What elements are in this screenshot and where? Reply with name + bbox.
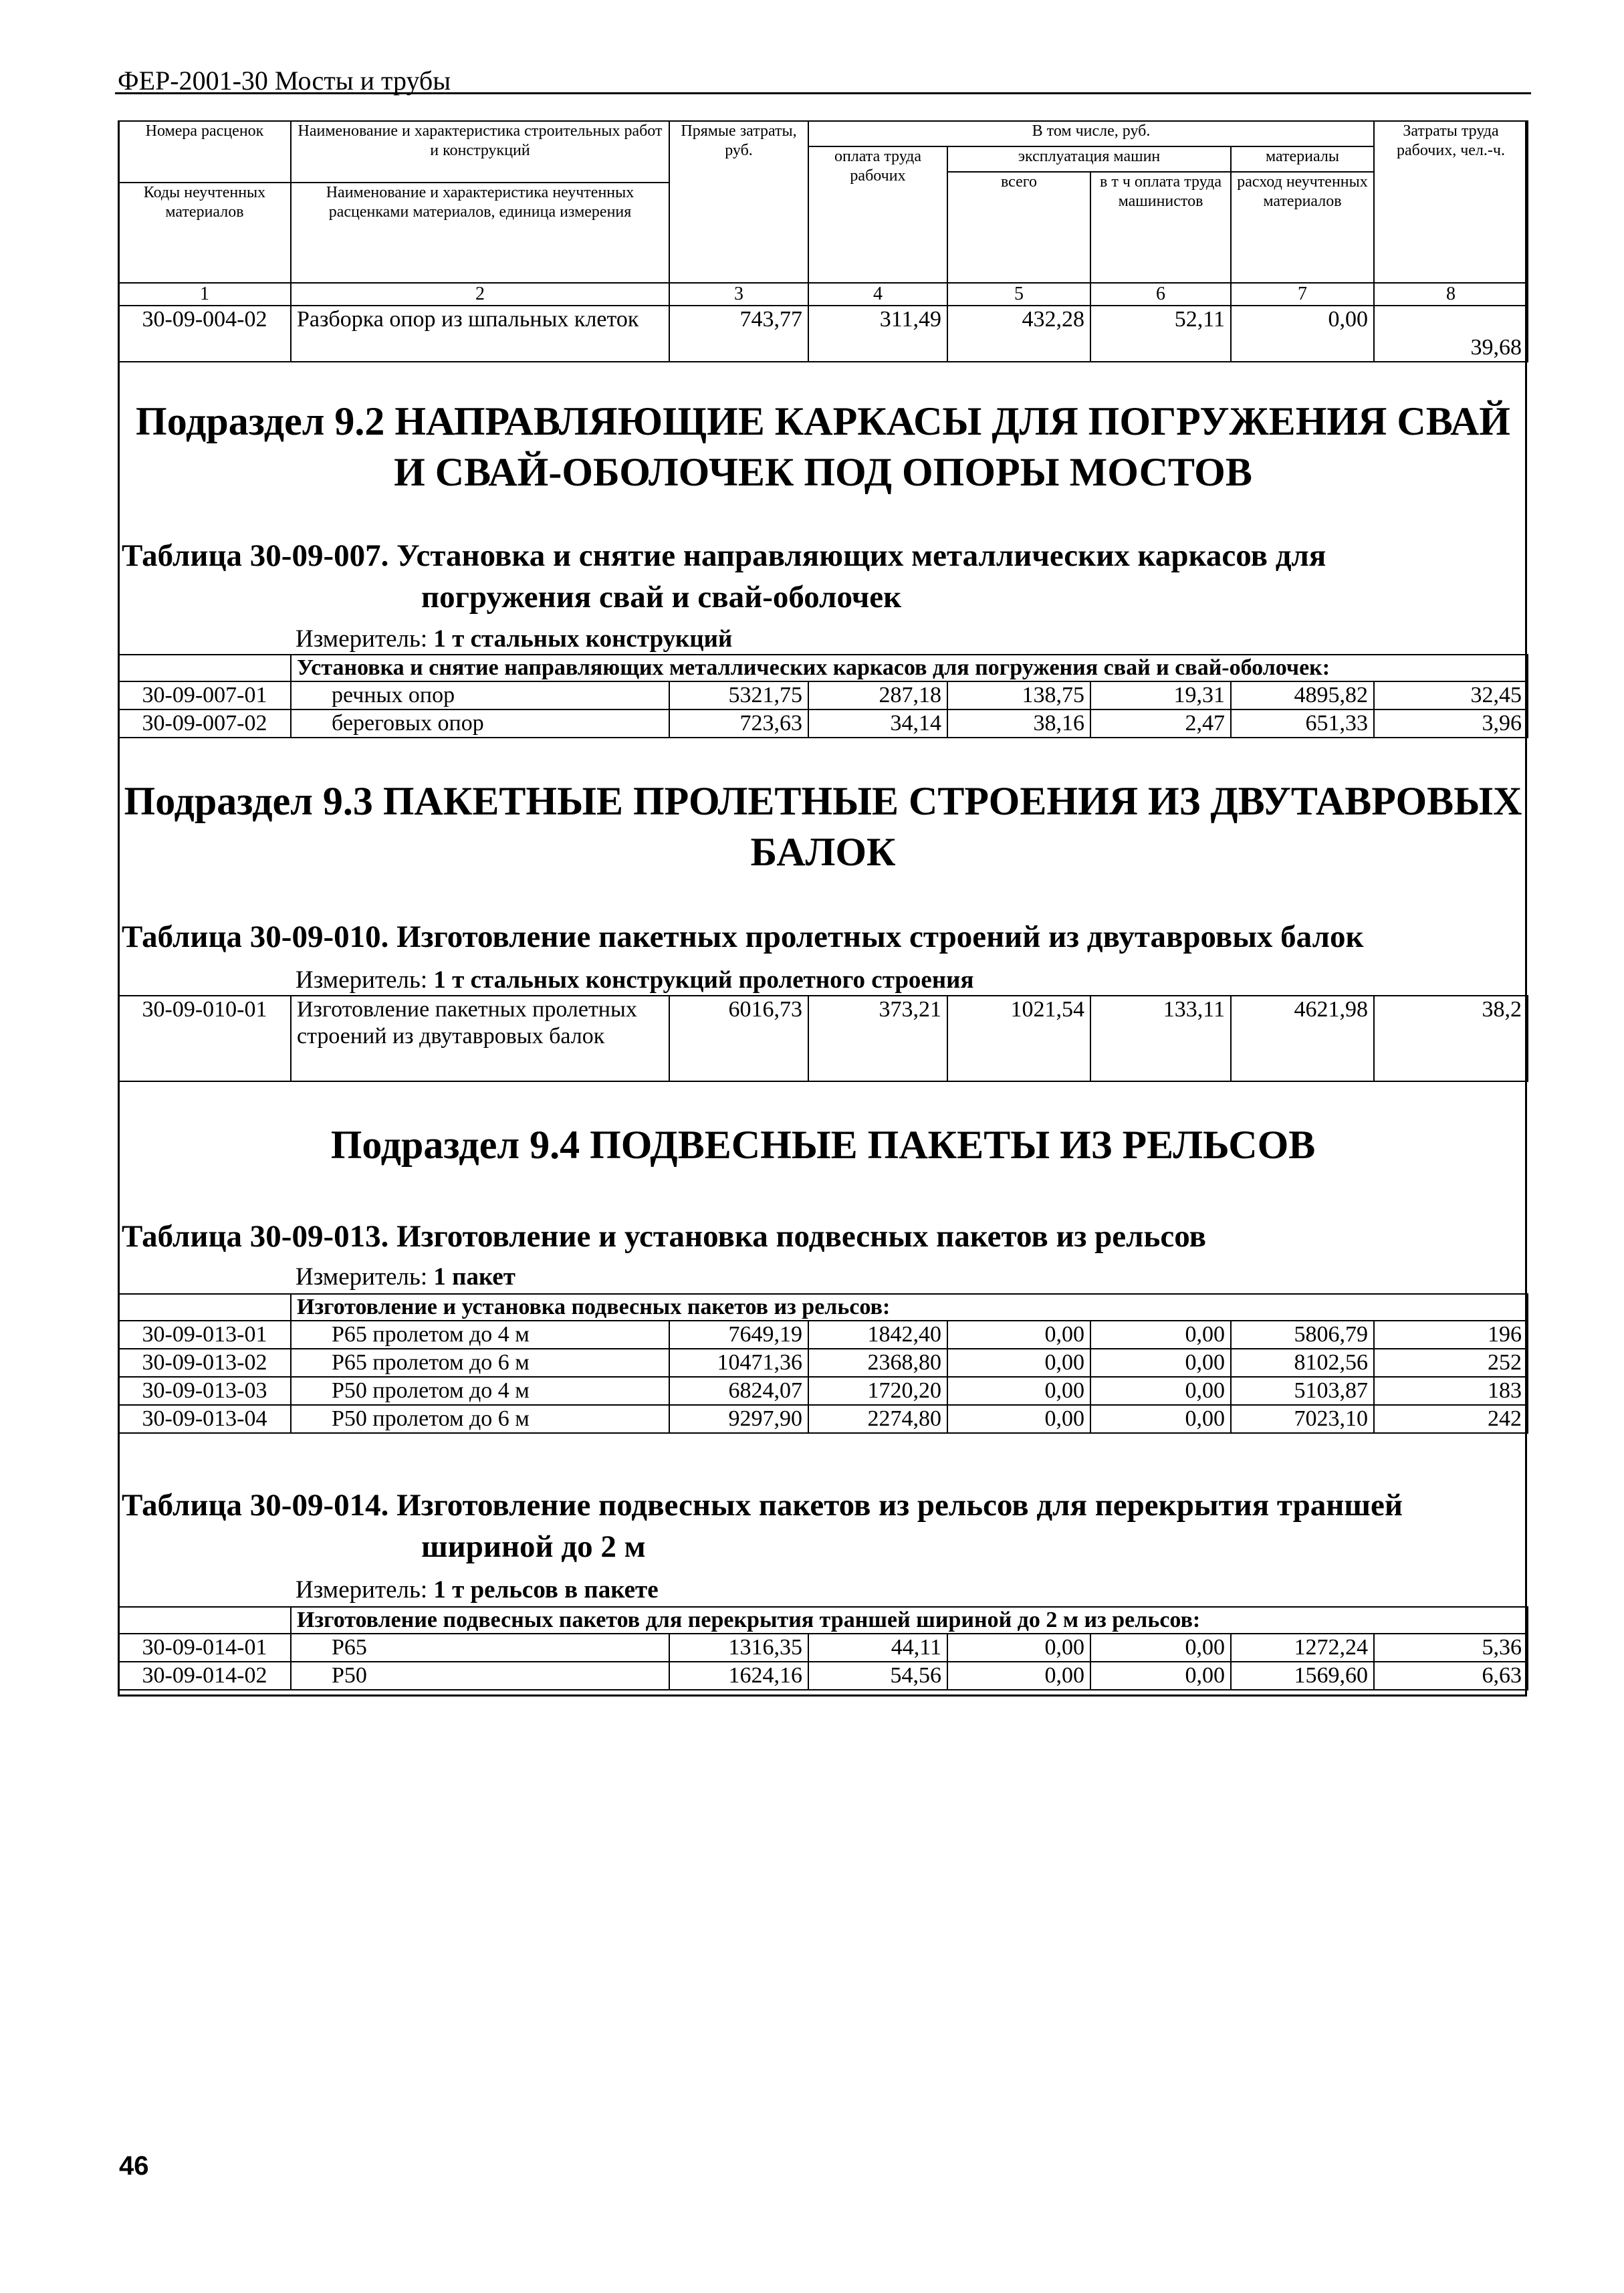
materials-cost: 1272,24 bbox=[1231, 1634, 1374, 1662]
table-title-line: погружения свай и свай-оболочек bbox=[421, 580, 902, 615]
labor-pay: 34,14 bbox=[808, 709, 947, 738]
materials-cost: 651,33 bbox=[1231, 709, 1374, 738]
machines-total: 0,00 bbox=[947, 1377, 1090, 1405]
rate-code: 30-09-004-02 bbox=[118, 306, 291, 362]
table-title bbox=[122, 535, 1519, 618]
machines-total: 0,00 bbox=[947, 1662, 1090, 1690]
table-title-line: Таблица 30-09-013. Изготовление и установка подвесных пакетов из рельсов bbox=[122, 1219, 1206, 1254]
header-rule bbox=[115, 92, 1531, 94]
materials-header: материалы bbox=[1231, 146, 1374, 172]
running-head: ФЕР-2001-30 Мосты и трубы bbox=[118, 66, 451, 96]
measure-unit bbox=[296, 1577, 659, 1604]
rate-code: 30-09-013-03 bbox=[118, 1377, 291, 1405]
work-name: Р50 пролетом до 6 м bbox=[291, 1405, 669, 1433]
col8-header: Затраты труда рабочих, чел.-ч. bbox=[1374, 121, 1528, 283]
col2-top-header: Наименование и характеристика строительных работ и конструкций bbox=[291, 121, 669, 183]
operators-pay: 0,00 bbox=[1090, 1405, 1231, 1433]
measure-value: 1 т рельсов в пакете bbox=[433, 1576, 659, 1604]
measure-unit bbox=[296, 1264, 515, 1291]
measure-label: Измеритель: bbox=[296, 966, 428, 994]
direct-costs: 1624,16 bbox=[669, 1662, 808, 1690]
machines-header: эксплуатация машин bbox=[947, 146, 1231, 172]
work-name: Р65 bbox=[291, 1634, 669, 1662]
direct-costs: 6824,07 bbox=[669, 1377, 808, 1405]
work-name: Разборка опор из шпальных клеток bbox=[291, 306, 669, 362]
table-title-line: Таблица 30-09-014. Изготовление подвесных пакетов из рельсов для перекрытия траншей bbox=[122, 1488, 1403, 1523]
col-number: 8 bbox=[1374, 283, 1528, 306]
labor-hours: 196 bbox=[1374, 1321, 1528, 1349]
measure-value: 1 т стальных конструкций bbox=[433, 625, 733, 653]
machines-total: 0,00 bbox=[947, 1321, 1090, 1349]
rate-code: 30-09-014-02 bbox=[118, 1662, 291, 1690]
work-name: речных опор bbox=[291, 681, 669, 709]
operators-pay: 0,00 bbox=[1090, 1349, 1231, 1377]
labor-hours: 183 bbox=[1374, 1377, 1528, 1405]
subsection-heading: Подраздел 9.3 ПАКЕТНЫЕ ПРОЛЕТНЫЕ СТРОЕНИЯ ИЗ ДВУТАВРОВЫХ БАЛОК bbox=[124, 779, 1522, 874]
labor-hours: 242 bbox=[1374, 1405, 1528, 1433]
rate-code: 30-09-013-02 bbox=[118, 1349, 291, 1377]
machines-total: 0,00 bbox=[947, 1634, 1090, 1662]
work-name: Р50 bbox=[291, 1662, 669, 1690]
labor-pay: 2274,80 bbox=[808, 1405, 947, 1433]
operators-pay: 0,00 bbox=[1090, 1377, 1231, 1405]
col2-bottom-header: Наименование и характеристика неучтенных расценками материалов, единица измерения bbox=[291, 183, 669, 283]
machines-total: 0,00 bbox=[947, 1349, 1090, 1377]
rate-code: 30-09-010-01 bbox=[118, 996, 291, 1081]
operators-pay: 2,47 bbox=[1090, 709, 1231, 738]
table-subheading: Изготовление и установка подвесных пакетов из рельсов: bbox=[291, 1294, 1528, 1321]
work-name: Изготовление пакетных пролетных строений из двутавровых балок bbox=[291, 996, 669, 1081]
col7-header: расход неучтенных материалов bbox=[1231, 172, 1374, 283]
work-name: Р65 пролетом до 4 м bbox=[291, 1321, 669, 1349]
col1-top-header: Номера расценок bbox=[118, 121, 291, 183]
col-number: 3 bbox=[669, 283, 808, 306]
labor-hours: 252 bbox=[1374, 1349, 1528, 1377]
direct-costs: 743,77 bbox=[669, 306, 808, 362]
direct-costs: 10471,36 bbox=[669, 1349, 808, 1377]
operators-pay: 52,11 bbox=[1090, 306, 1231, 362]
table-title bbox=[122, 1216, 1519, 1257]
rate-code: 30-09-007-02 bbox=[118, 709, 291, 738]
operators-pay: 0,00 bbox=[1090, 1662, 1231, 1690]
header-table bbox=[118, 120, 1528, 362]
table-010 bbox=[118, 995, 1528, 1082]
table-007 bbox=[118, 654, 1528, 738]
materials-cost: 4895,82 bbox=[1231, 681, 1374, 709]
table-013 bbox=[118, 1293, 1528, 1434]
subsection-heading: Подраздел 9.2 НАПРАВЛЯЮЩИЕ КАРКАСЫ ДЛЯ ПОГРУЖЕНИЯ СВАЙ И СВАЙ-ОБОЛОЧЕК ПОД ОПОРЫ МОСТОВ bbox=[136, 399, 1510, 494]
col-number: 5 bbox=[947, 283, 1090, 306]
col3-header: Прямые затраты, руб. bbox=[669, 121, 808, 283]
rate-code: 30-09-014-01 bbox=[118, 1634, 291, 1662]
labor-hours: 5,36 bbox=[1374, 1634, 1528, 1662]
materials-cost: 5103,87 bbox=[1231, 1377, 1374, 1405]
labor-hours: 32,45 bbox=[1374, 681, 1528, 709]
labor-pay: 1720,20 bbox=[808, 1377, 947, 1405]
labor-pay: 44,11 bbox=[808, 1634, 947, 1662]
table-title bbox=[122, 916, 1519, 958]
machines-total: 38,16 bbox=[947, 709, 1090, 738]
machines-total: 0,00 bbox=[947, 1405, 1090, 1433]
labor-pay: 54,56 bbox=[808, 1662, 947, 1690]
materials-cost: 5806,79 bbox=[1231, 1321, 1374, 1349]
work-name: Р65 пролетом до 6 м bbox=[291, 1349, 669, 1377]
materials-cost: 1569,60 bbox=[1231, 1662, 1374, 1690]
machines-total: 1021,54 bbox=[947, 996, 1090, 1081]
table-title-line: Таблица 30-09-010. Изготовление пакетных пролетных строений из двутавровых балок bbox=[122, 919, 1364, 954]
operators-pay: 0,00 bbox=[1090, 1321, 1231, 1349]
measure-label: Измеритель: bbox=[296, 625, 428, 653]
col-number: 7 bbox=[1231, 283, 1374, 306]
measure-label: Измеритель: bbox=[296, 1576, 428, 1604]
rate-code: 30-09-007-01 bbox=[118, 681, 291, 709]
operators-pay: 133,11 bbox=[1090, 996, 1231, 1081]
rate-code: 30-09-013-01 bbox=[118, 1321, 291, 1349]
measure-unit bbox=[296, 626, 732, 653]
materials-cost: 0,00 bbox=[1231, 306, 1374, 362]
labor-hours: 39,68 bbox=[1374, 306, 1528, 362]
labor-hours: 6,63 bbox=[1374, 1662, 1528, 1690]
table-014 bbox=[118, 1606, 1528, 1690]
table-subheading: Изготовление подвесных пакетов для перекрытия траншей шириной до 2 м из рельсов: bbox=[291, 1607, 1528, 1634]
rate-code: 30-09-013-04 bbox=[118, 1405, 291, 1433]
col-number: 1 bbox=[118, 283, 291, 306]
direct-costs: 9297,90 bbox=[669, 1405, 808, 1433]
col-number: 4 bbox=[808, 283, 947, 306]
materials-cost: 7023,10 bbox=[1231, 1405, 1374, 1433]
labor-pay: 1842,40 bbox=[808, 1321, 947, 1349]
col6-header: в т ч оплата труда машинистов bbox=[1090, 172, 1231, 283]
direct-costs: 7649,19 bbox=[669, 1321, 808, 1349]
machines-total: 138,75 bbox=[947, 681, 1090, 709]
table-title-line: Таблица 30-09-007. Установка и снятие направляющих металлических каркасов для bbox=[122, 538, 1326, 573]
labor-hours: 3,96 bbox=[1374, 709, 1528, 738]
col-number: 6 bbox=[1090, 283, 1231, 306]
measure-label: Измеритель: bbox=[296, 1263, 428, 1291]
machines-total: 432,28 bbox=[947, 306, 1090, 362]
direct-costs: 5321,75 bbox=[669, 681, 808, 709]
operators-pay: 19,31 bbox=[1090, 681, 1231, 709]
measure-value: 1 пакет bbox=[433, 1263, 515, 1291]
col1-bottom-header: Коды неучтенных материалов bbox=[118, 183, 291, 283]
col4-header: оплата труда рабочих bbox=[808, 146, 947, 283]
incl-header: В том числе, руб. bbox=[808, 121, 1374, 146]
col5-header: всего bbox=[947, 172, 1090, 283]
table-title-line: шириной до 2 м bbox=[421, 1529, 646, 1564]
measure-unit bbox=[296, 967, 973, 994]
direct-costs: 723,63 bbox=[669, 709, 808, 738]
table-title bbox=[122, 1485, 1519, 1567]
subsection-heading: Подраздел 9.4 ПОДВЕСНЫЕ ПАКЕТЫ ИЗ РЕЛЬСОВ bbox=[330, 1123, 1316, 1167]
table-subheading: Установка и снятие направляющих металлических каркасов для погружения свай и свай-оболочек: bbox=[291, 655, 1528, 681]
col-number: 2 bbox=[291, 283, 669, 306]
work-name: Р50 пролетом до 4 м bbox=[291, 1377, 669, 1405]
labor-pay: 2368,80 bbox=[808, 1349, 947, 1377]
direct-costs: 1316,35 bbox=[669, 1634, 808, 1662]
measure-value: 1 т стальных конструкций пролетного строения bbox=[433, 966, 974, 994]
operators-pay: 0,00 bbox=[1090, 1634, 1231, 1662]
labor-pay: 373,21 bbox=[808, 996, 947, 1081]
work-name: береговых опор bbox=[291, 709, 669, 738]
labor-pay: 311,49 bbox=[808, 306, 947, 362]
direct-costs: 6016,73 bbox=[669, 996, 808, 1081]
labor-hours: 38,2 bbox=[1374, 996, 1528, 1081]
labor-pay: 287,18 bbox=[808, 681, 947, 709]
materials-cost: 4621,98 bbox=[1231, 996, 1374, 1081]
page-number: 46 bbox=[119, 2151, 149, 2181]
materials-cost: 8102,56 bbox=[1231, 1349, 1374, 1377]
